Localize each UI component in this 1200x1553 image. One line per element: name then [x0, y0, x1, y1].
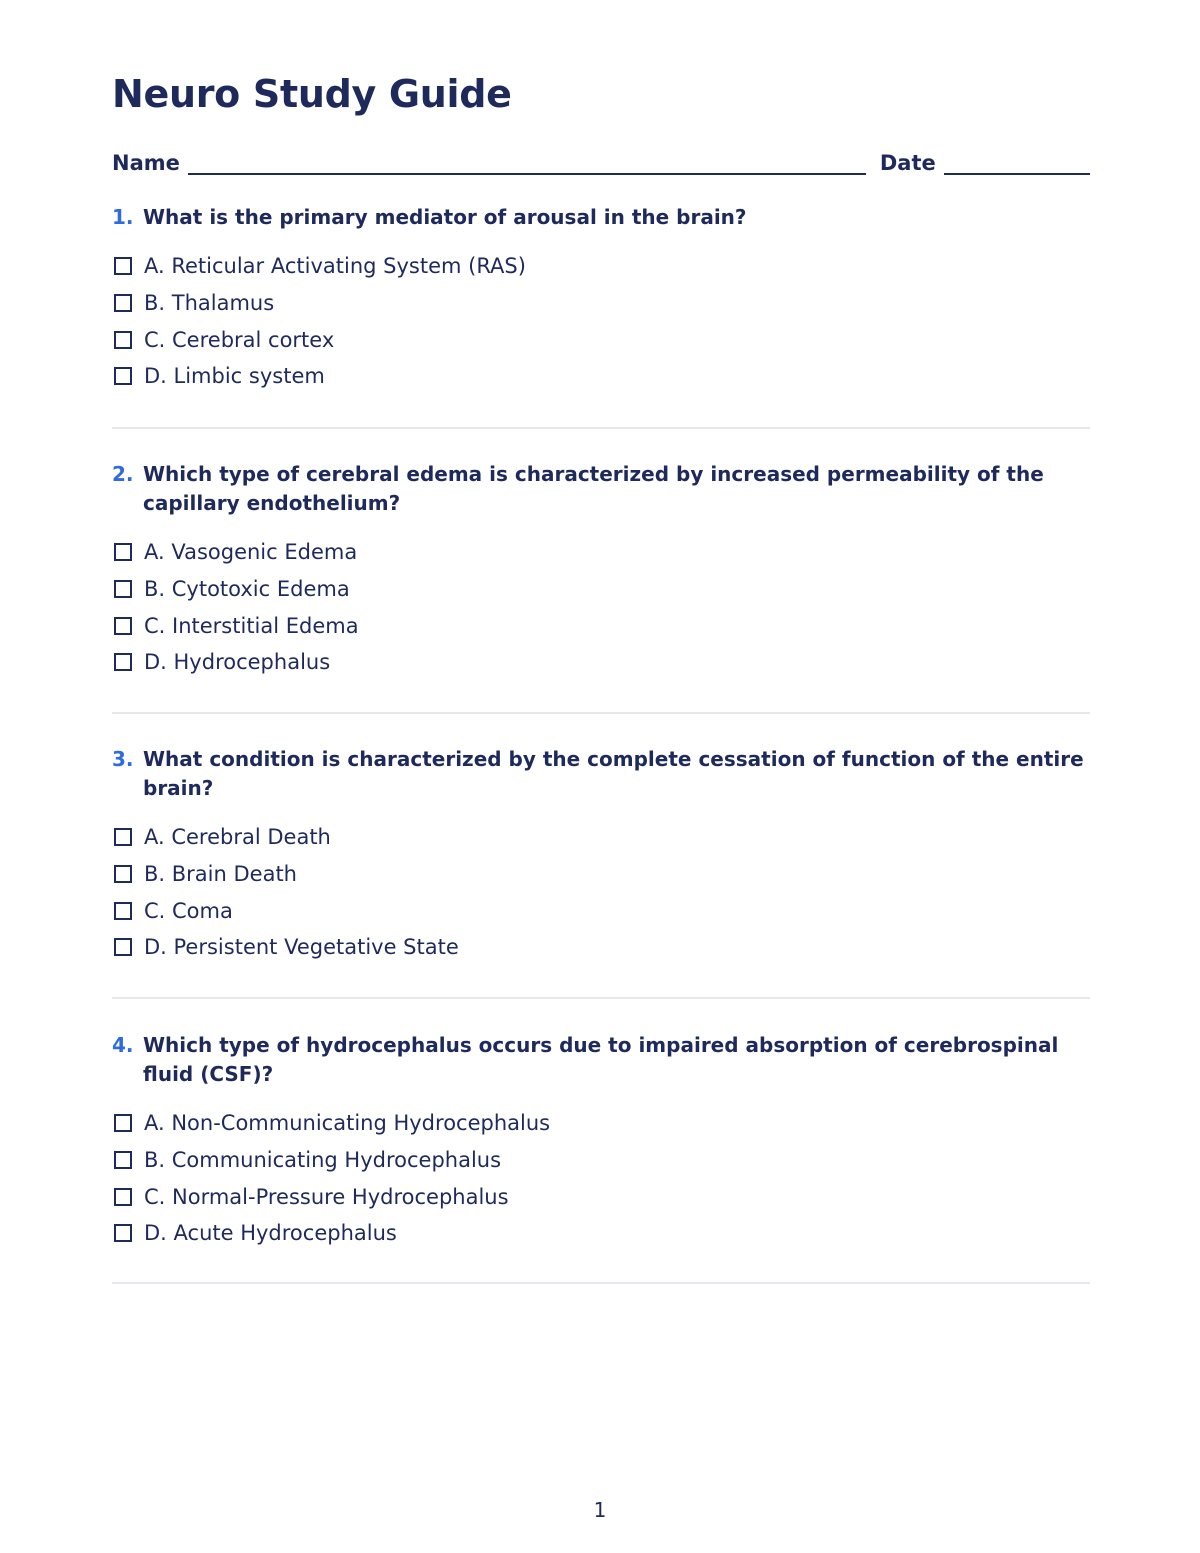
checkbox-icon[interactable]: [114, 865, 132, 883]
checkbox-icon[interactable]: [114, 1114, 132, 1132]
name-field[interactable]: [188, 147, 866, 175]
question-3: [112, 745, 1090, 966]
question-number: 4.: [112, 1033, 134, 1057]
answer-option[interactable]: [112, 856, 1090, 893]
answer-option[interactable]: [112, 358, 1090, 395]
question-prompt: Which type of cerebral edema is characterized by increased permeability of the capillary endothelium?: [143, 462, 1044, 515]
question-text: [112, 1031, 1090, 1089]
option-label: A. Reticular Activating System (RAS): [144, 254, 526, 279]
option-label: A. Vasogenic Edema: [144, 540, 358, 565]
answer-option[interactable]: [112, 248, 1090, 285]
page-title: Neuro Study Guide: [112, 72, 512, 116]
question-number: 2.: [112, 462, 134, 486]
name-date-row: [112, 143, 1090, 175]
answer-option[interactable]: [112, 819, 1090, 856]
checkbox-icon[interactable]: [114, 653, 132, 671]
answer-option[interactable]: [112, 644, 1090, 681]
option-label: C. Interstitial Edema: [144, 613, 359, 638]
answer-option[interactable]: [112, 1178, 1090, 1215]
checkbox-icon[interactable]: [114, 331, 132, 349]
checkbox-icon[interactable]: [114, 1188, 132, 1206]
option-label: B. Cytotoxic Edema: [144, 577, 350, 602]
checkbox-icon[interactable]: [114, 1224, 132, 1242]
option-label: B. Communicating Hydrocephalus: [144, 1148, 502, 1173]
answer-option[interactable]: [112, 571, 1090, 608]
checkbox-icon[interactable]: [114, 902, 132, 920]
question-number: 1.: [112, 205, 134, 229]
answer-options: [112, 1105, 1090, 1252]
option-label: C. Cerebral cortex: [144, 327, 335, 352]
answer-option[interactable]: [112, 285, 1090, 322]
option-label: D. Acute Hydrocephalus: [144, 1221, 397, 1246]
date-field[interactable]: [944, 147, 1090, 175]
section-divider: [112, 997, 1090, 999]
answer-options: [112, 819, 1090, 966]
section-divider: [112, 712, 1090, 714]
answer-options: [112, 248, 1090, 395]
answer-option[interactable]: [112, 892, 1090, 929]
question-prompt: What is the primary mediator of arousal in the brain?: [143, 205, 747, 229]
page-number: 1: [593, 1498, 607, 1522]
section-divider: [112, 427, 1090, 429]
section-divider: [112, 1282, 1090, 1284]
question-4: [112, 1031, 1090, 1252]
checkbox-icon[interactable]: [114, 367, 132, 385]
option-label: A. Non-Communicating Hydrocephalus: [144, 1111, 551, 1136]
question-1: [112, 203, 1090, 395]
checkbox-icon[interactable]: [114, 257, 132, 275]
checkbox-icon[interactable]: [114, 617, 132, 635]
answer-option[interactable]: [112, 534, 1090, 571]
question-number: 3.: [112, 747, 134, 771]
checkbox-icon[interactable]: [114, 543, 132, 561]
answer-options: [112, 534, 1090, 681]
checkbox-icon[interactable]: [114, 580, 132, 598]
option-label: C. Normal-Pressure Hydrocephalus: [144, 1184, 509, 1209]
date-label: Date: [879, 151, 936, 175]
option-label: B. Brain Death: [144, 862, 297, 887]
question-text: [112, 745, 1090, 803]
question-2: [112, 460, 1090, 681]
option-label: B. Thalamus: [144, 291, 275, 316]
checkbox-icon[interactable]: [114, 1151, 132, 1169]
question-text: [112, 203, 1090, 232]
answer-option[interactable]: [112, 1215, 1090, 1252]
question-prompt: Which type of hydrocephalus occurs due to impaired absorption of cerebrospinal fluid (CSF)?: [143, 1033, 1059, 1086]
option-label: D. Persistent Vegetative State: [144, 935, 459, 960]
checkbox-icon[interactable]: [114, 294, 132, 312]
name-label: Name: [112, 151, 180, 175]
question-text: [112, 460, 1090, 518]
checkbox-icon[interactable]: [114, 938, 132, 956]
option-label: D. Hydrocephalus: [144, 650, 331, 675]
option-label: C. Coma: [144, 898, 233, 923]
checkbox-icon[interactable]: [114, 828, 132, 846]
question-prompt: What condition is characterized by the complete cessation of function of the entire brain?: [143, 747, 1084, 800]
answer-option[interactable]: [112, 321, 1090, 358]
answer-option[interactable]: [112, 1142, 1090, 1179]
answer-option[interactable]: [112, 1105, 1090, 1142]
option-label: D. Limbic system: [144, 364, 325, 389]
answer-option[interactable]: [112, 607, 1090, 644]
answer-option[interactable]: [112, 929, 1090, 966]
option-label: A. Cerebral Death: [144, 825, 331, 850]
